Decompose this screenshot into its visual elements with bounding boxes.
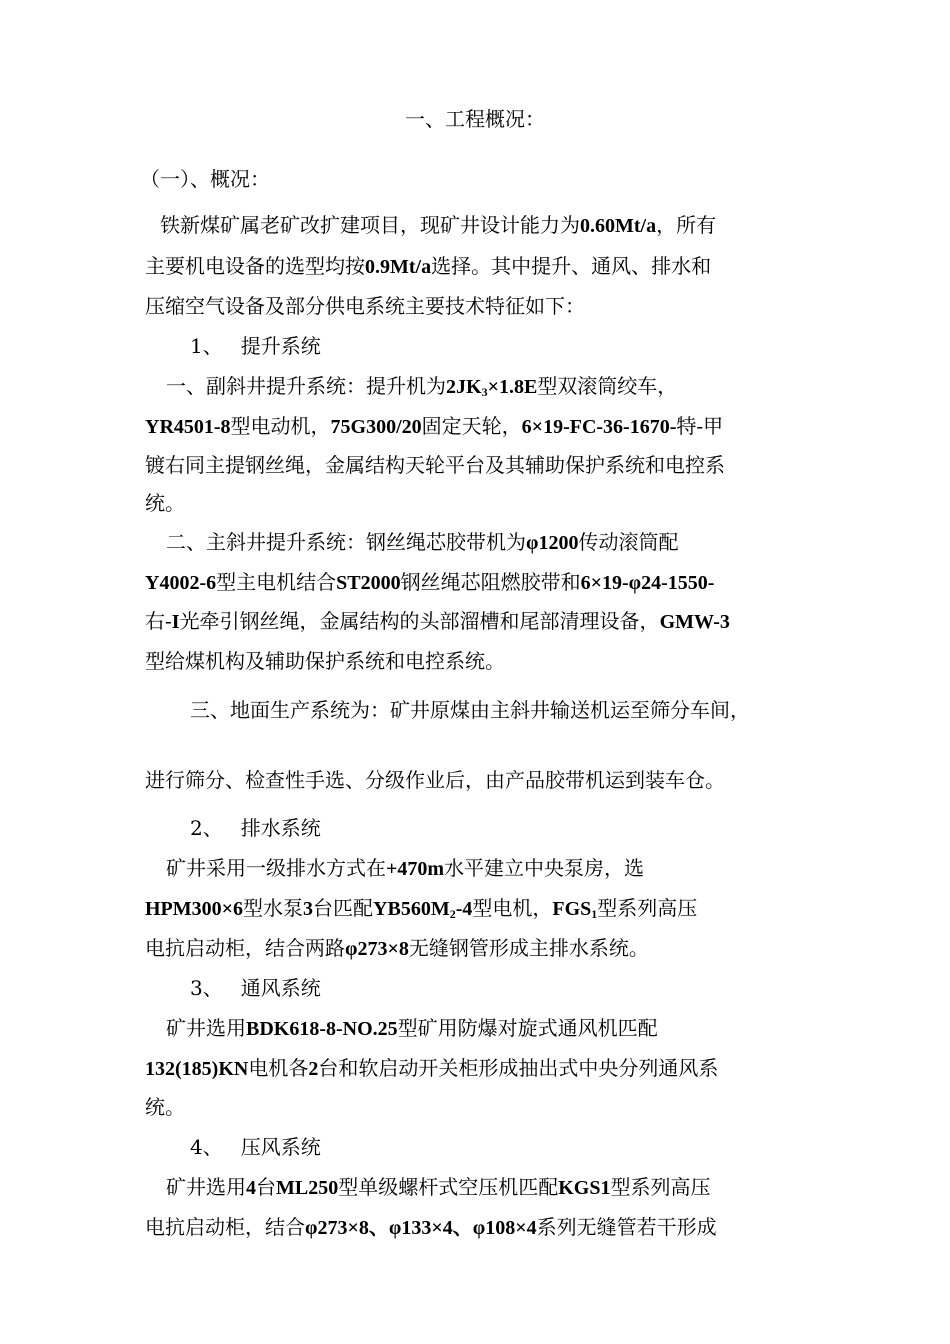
sec1-p1-line-2: YR4501-8型电动机，75G300/20固定天轮，6×19-FC-36-1670-特-甲 (145, 414, 724, 438)
sec1-p3-line-2: 进行筛分、检查性手选、分级作业后，由产品胶带机运到装车仓。 (145, 768, 725, 792)
sec2-line-2: HPM300×6型水泵3台匹配$YB560M_2-4$型电机，$FGS_1$型系列高压 (145, 896, 698, 921)
intro-line-2: 主要机电设备的选型均按0.9Mt/a选择。其中提升、通风、排水和 (145, 254, 712, 278)
sec1-heading: 1、 提升系统 (190, 334, 321, 358)
intro-line-3: 压缩空气设备及部分供电系统主要技术特征如下： (145, 294, 585, 318)
sec2-heading: 2、 排水系统 (190, 816, 321, 840)
sec1-p1-line-1: 一、副斜井提升系统：提升机为$2JK_3\times 1.8E$型双滚筒绞车， (166, 374, 678, 399)
sec1-p1-line-3: 镀右同主提钢丝绳，金属结构天轮平台及其辅助保护系统和电控系 (145, 453, 725, 477)
sec3-line-1: 矿井选用BDK618-8-NO.25型矿用防爆对旋式通风机匹配 (166, 1016, 658, 1040)
sec1-p1-line-4: 统。 (145, 491, 185, 515)
intro-line-1: 铁新煤矿属老矿改扩建项目，现矿井设计能力为0.60Mt/a，所有 (160, 213, 717, 237)
sec4-line-1: 矿井选用4台ML250型单级螺杆式空压机匹配KGS1型系列高压 (166, 1175, 711, 1199)
sec3-line-3: 统。 (145, 1095, 185, 1119)
sec1-p2-line-4: 型给煤机构及辅助保护系统和电控系统。 (145, 649, 505, 673)
sec3-line-2: 132(185)KN电机各2台和软启动开关柜形成抽出式中央分列通风系 (145, 1056, 719, 1080)
sec4-line-2: 电抗启动柜，结合φ273×8、φ133×4、φ108×4系列无缝管若干形成 (145, 1215, 717, 1239)
sec2-line-3: 电抗启动柜，结合两路φ273×8无缝钢管形成主排水系统。 (145, 936, 649, 960)
section-heading: （一）、概况： (140, 167, 270, 191)
sec2-line-1: 矿井采用一级排水方式在+470m水平建立中央泵房，选 (166, 856, 645, 880)
sec1-p2-line-2: Y4002-6型主电机结合ST2000钢丝绳芯阻燃胶带和6×19-φ24-1550- (145, 570, 715, 594)
sec1-p2-line-3: 右-I光牵引钢丝绳，金属结构的头部溜槽和尾部清理设备，GMW-3 (145, 609, 730, 633)
sec1-p3-line-1: 三、地面生产系统为：矿井原煤由主斜井输送机运至筛分车间， (190, 698, 750, 722)
sec3-heading: 3、 通风系统 (190, 976, 321, 1000)
page-title: 一、工程概况： (405, 107, 545, 131)
sec4-heading: 4、 压风系统 (190, 1135, 321, 1159)
sec1-p2-line-1: 二、主斜井提升系统：钢丝绳芯胶带机为φ1200传动滚筒配 (166, 530, 679, 554)
